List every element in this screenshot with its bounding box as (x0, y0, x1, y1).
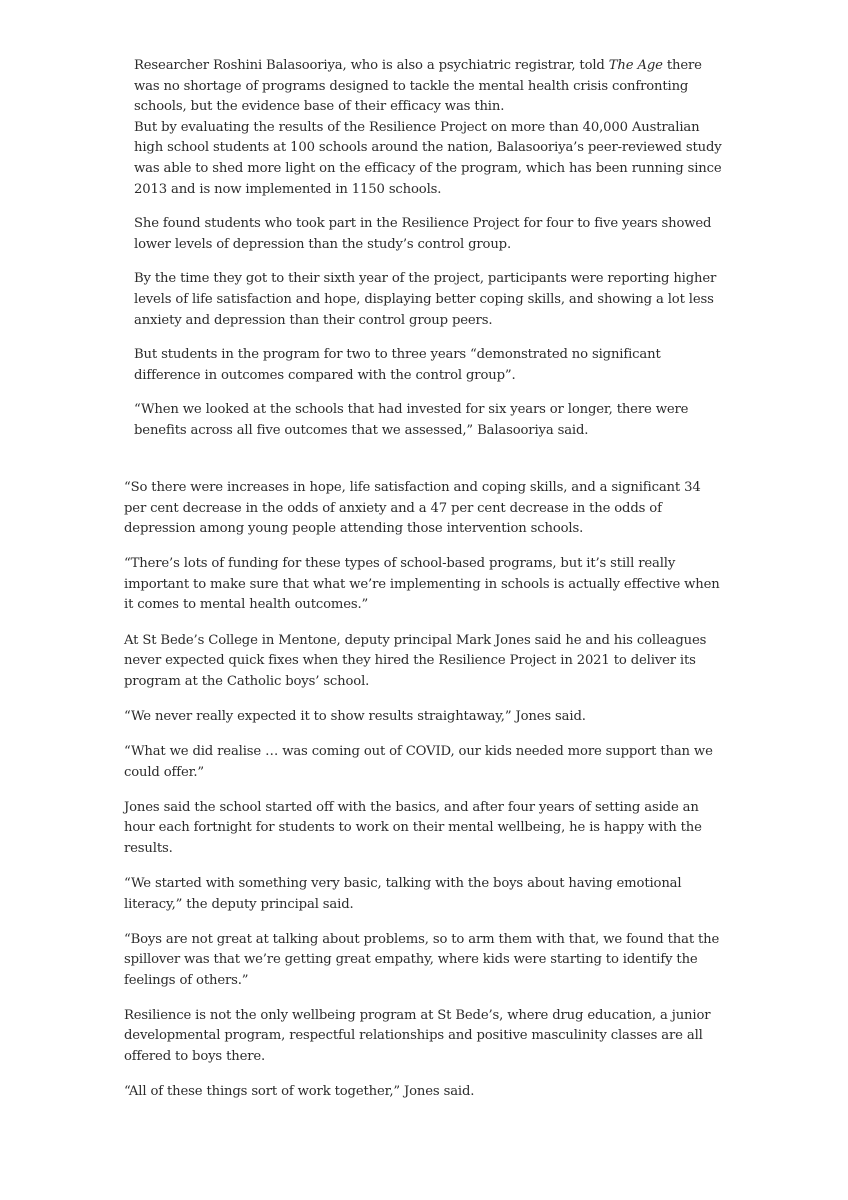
paragraph: She found students who took part in the Resilience Project for four to five years showed lower levels of depression than the study’s control group. (134, 216, 712, 252)
paragraph (134, 56, 724, 118)
paragraph: “We started with something very basic, talking with the boys about having emotional literacy,” the deputy principal said. (124, 875, 682, 912)
publication-name: The Age (608, 58, 663, 73)
paragraph: “When we looked at the schools that had invested for six years or longer, there were benefits across all five outcomes that we assessed,” Balasooriya said. (134, 402, 689, 438)
paragraph: At St Bede’s College in Mentone, deputy principal Mark Jones said he and his colleagues never expected quick fixes when they hired the Resilience Project in 2021 to deliver its program at the Catholic boys’ school. (124, 632, 707, 689)
paragraph: By the time they got to their sixth year of the project, participants were reporting higher levels of life satisfaction and hope, displaying better coping skills, and showing a lot less anxiety and depression than their control group peers. (134, 271, 717, 328)
paragraph: Resilience is not the only wellbeing program at St Bede’s, where drug education, a junior developmental program, respectful relationships and positive masculinity classes are all offered to boys there. (124, 1007, 711, 1065)
paragraph: “What we did realise … was coming out of COVID, our kids needed more support than we could offer.” (124, 743, 713, 780)
article-section-bottom (124, 478, 724, 1117)
paragraph-text: there was no shortage of programs designed to tackle the mental health crisis confronting schools, but the evidence base of their efficacy was thin. (134, 58, 702, 115)
paragraph-text: Researcher Roshini Balasooriya, who is also a psychiatric registrar, told (134, 58, 609, 73)
paragraph: “Boys are not great at talking about problems, so to arm them with that, we found that the spillover was that we’re getting great empathy, where kids were starting to identify the feelings of others.” (124, 931, 720, 988)
paragraph: “There’s lots of funding for these types of school-based programs, but it’s still really important to make sure that what we’re implementing in schools is actually effective when it comes to mental health outcomes.” (124, 556, 720, 613)
paragraph: “We never really expected it to show results straightaway,” Jones said. (124, 708, 586, 724)
paragraph: But by evaluating the results of the Resilience Project on more than 40,000 Australian high school students at 100 schools around the nation, Balasooriya’s peer-reviewed study was able to shed more light on the efficacy of the program, which has been running since 2013 and is now implemented in 1150 schools. (134, 119, 722, 197)
paragraph: Jones said the school started off with the basics, and after four years of setting aside an hour each fortnight for students to work on their mental wellbeing, he is happy with the results. (124, 799, 702, 856)
paragraph: “All of these things sort of work together,” Jones said. (124, 1084, 475, 1100)
article-section-top (134, 56, 724, 456)
paragraph: But students in the program for two to three years “demonstrated no significant difference in outcomes compared with the control group”. (134, 347, 661, 383)
paragraph: “So there were increases in hope, life satisfaction and coping skills, and a significant 34 per cent decrease in the odds of anxiety and a 47 per cent decrease in the odds of depression among young people attending those intervention schools. (124, 480, 701, 537)
